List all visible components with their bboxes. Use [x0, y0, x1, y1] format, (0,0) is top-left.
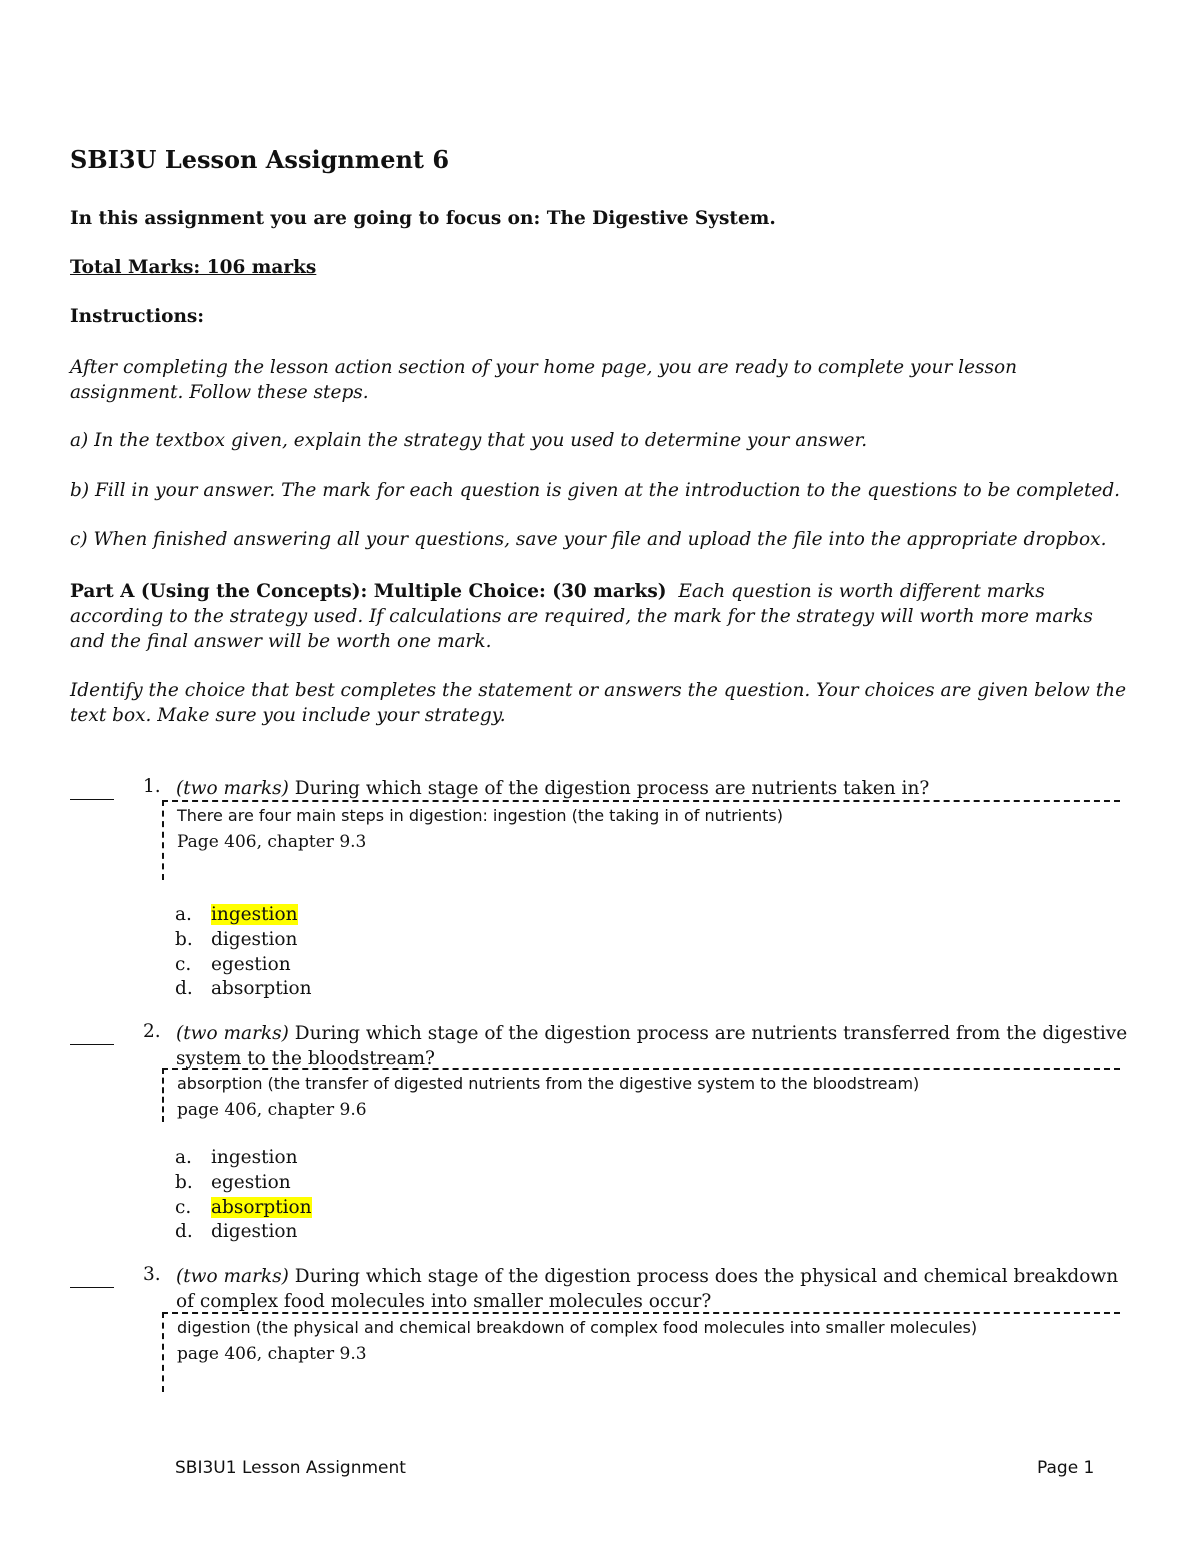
option-letter: b.: [175, 929, 193, 950]
option-text: ingestion: [211, 1147, 298, 1168]
focus-line: In this assignment you are going to focus on: The Digestive System.: [70, 208, 776, 229]
answer-blank[interactable]: [70, 1044, 114, 1045]
answer-blank[interactable]: [70, 1287, 114, 1288]
option-text: [211, 904, 298, 925]
option-text: digestion: [211, 1221, 298, 1242]
question-prompt: During which stage of the digestion process are nutrients taken in?: [294, 778, 930, 799]
instructions-heading: Instructions:: [70, 306, 205, 327]
strategy-line-1: There are four main steps in digestion: ingestion (the taking in of nutrients): [177, 806, 783, 825]
part-a-intro: [70, 579, 1130, 654]
option-letter: b.: [175, 1172, 193, 1193]
part-a-heading: Part A (Using the Concepts): Multiple Choice: (30 marks): [70, 581, 667, 602]
option-letter: c.: [175, 954, 192, 975]
question-number: 2.: [143, 1021, 161, 1042]
answer-blank[interactable]: [70, 799, 114, 800]
strategy-line-2: Page 406, chapter 9.3: [177, 832, 367, 852]
strategy-line-1: absorption (the transfer of digested nutrients from the digestive system to the bloodstream): [177, 1074, 920, 1093]
question-marks: (two marks): [176, 778, 289, 799]
part-a-text: Each question is worth different marks according to the strategy used. If calculations are required, the mark for the strategy will worth more marks and the final answer will be worth one mark.: [70, 581, 1093, 652]
question-text: [176, 1021, 1131, 1071]
option-letter: a.: [175, 1147, 192, 1168]
question-number: 1.: [143, 776, 161, 797]
option-letter: d.: [175, 1221, 193, 1242]
question-text: [176, 776, 1131, 801]
step-b: b) Fill in your answer. The mark for each question is given at the introduction to the questions to be completed.: [70, 480, 1121, 501]
instructions-paragraph: After completing the lesson action section of your home page, you are ready to complete your lesson assignment. Follow these steps.: [70, 357, 1018, 403]
document-title: SBI3U Lesson Assignment 6: [70, 145, 450, 174]
option-text: egestion: [211, 1172, 291, 1193]
option-letter: a.: [175, 904, 192, 925]
highlighted-answer: absorption: [211, 1197, 312, 1218]
option-letter: d.: [175, 978, 193, 999]
strategy-line-2: page 406, chapter 9.6: [177, 1100, 367, 1120]
question-marks: (two marks): [176, 1266, 289, 1287]
question-prompt: During which stage of the digestion process does the physical and chemical breakdown of complex food molecules into smaller molecules occur?: [176, 1266, 1119, 1312]
step-c: c) When finished answering all your questions, save your file and upload the file into the appropriate dropbox.: [70, 529, 1107, 550]
footer-title: SBI3U1 Lesson Assignment: [175, 1458, 406, 1478]
question-text: [176, 1264, 1131, 1314]
total-marks: Total Marks: 106 marks: [70, 257, 317, 278]
option-text: [211, 1197, 312, 1218]
strategy-textbox[interactable]: [162, 1068, 1120, 1122]
option-letter: c.: [175, 1197, 192, 1218]
option-text: absorption: [211, 978, 312, 999]
strategy-textbox[interactable]: [162, 1312, 1120, 1392]
strategy-line-1: digestion (the physical and chemical breakdown of complex food molecules into smaller molecules): [177, 1318, 978, 1337]
option-text: digestion: [211, 929, 298, 950]
highlighted-answer: ingestion: [211, 904, 298, 925]
strategy-line-2: page 406, chapter 9.3: [177, 1344, 367, 1364]
question-prompt: During which stage of the digestion process are nutrients transferred from the digestive system to the bloodstream?: [176, 1023, 1128, 1069]
page-number: Page 1: [1037, 1458, 1095, 1478]
question-marks: (two marks): [176, 1023, 289, 1044]
step-a: a) In the textbox given, explain the strategy that you used to determine your answer.: [70, 430, 868, 451]
option-text: egestion: [211, 954, 291, 975]
identify-instructions: Identify the choice that best completes the statement or answers the question. Your choices are given below the text box. Make sure you include your strategy.: [70, 680, 1127, 726]
question-number: 3.: [143, 1264, 161, 1285]
strategy-textbox[interactable]: [162, 800, 1120, 880]
